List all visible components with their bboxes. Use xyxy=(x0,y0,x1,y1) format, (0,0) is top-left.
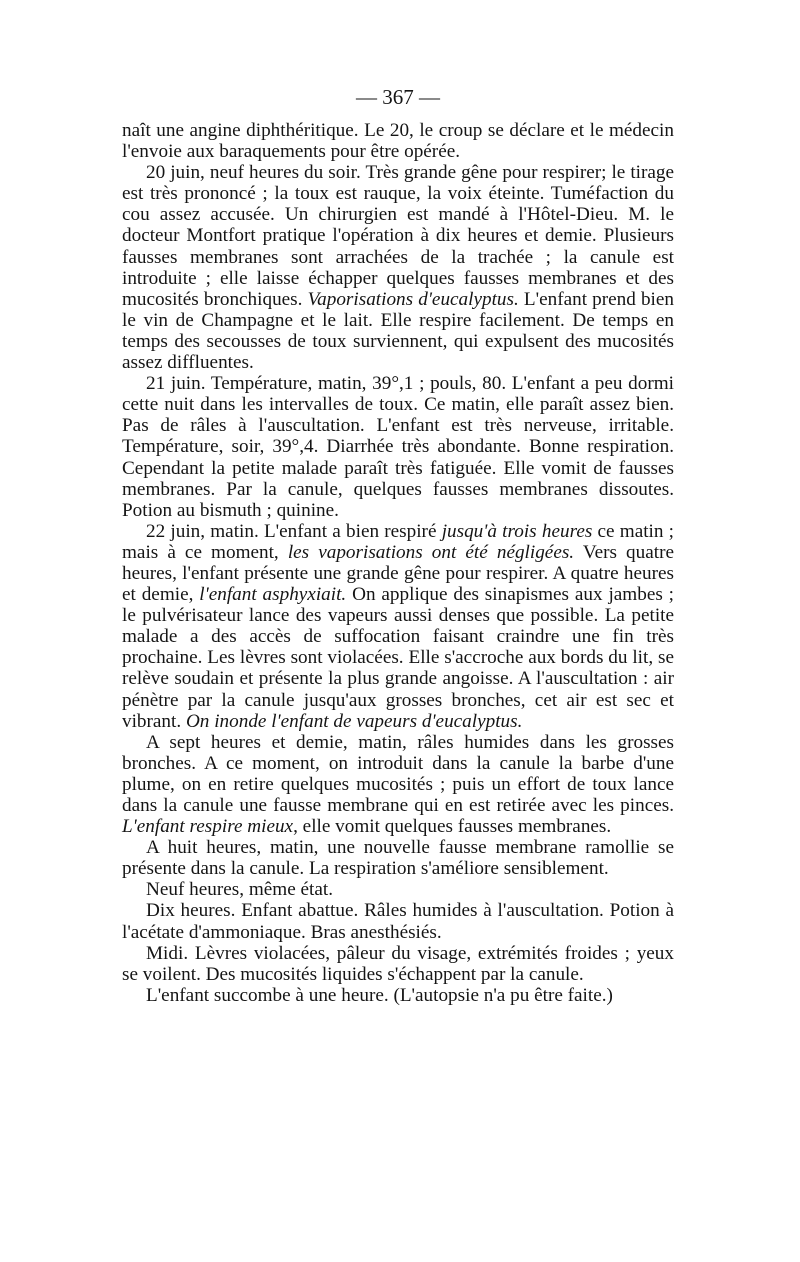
paragraph-5 xyxy=(122,732,674,837)
italic-text: les vaporisations ont été négligées. xyxy=(287,541,575,563)
paragraph-7 xyxy=(122,879,674,900)
paragraph-3 xyxy=(122,373,674,521)
italic-text: l'enfant asphyxiait. xyxy=(199,584,347,606)
text-segment: 21 juin. Température, matin, 39°,1 ; pouls, 80. L'enfant a peu dormi cette nuit dans les intervalles de toux. Ce matin, elle paraît assez bien. Pas de râles à l'auscultation. L'enfant est très nerveuse, irritable. Température, soir, 39°,4. Diarrhée très abondante. Bonne respiration. Cependant la petite malade paraît très fatiguée. Elle vomit de fausses membranes. Par la canule, quelques fausses membranes dissoutes. Potion au bismuth ; quinine. xyxy=(122,373,674,521)
text-segment: 22 juin, matin. L'enfant a bien respiré xyxy=(146,520,442,542)
text-segment: Dix heures. Enfant abattue. Râles humides à l'auscultation. Potion à l'acétate d'ammoniaque. Bras anesthésiés. xyxy=(122,900,674,943)
text-segment: On applique des sinapismes aux jambes ; le pulvérisateur lance des vapeurs aussi denses que possible. La petite malade a des accès de suffocation faisant craindre une fin très prochaine. Les lèvres sont violacées. Elle s'accroche aux bords du lit, se relève soudain et présente la plus grande angoisse. A l'auscultation : air pénètre par la canule jusqu'aux grosses bronches, cet air est sec et vibrant. xyxy=(122,584,674,732)
italic-text: L'enfant respire mieux xyxy=(122,816,294,838)
paragraph-1 xyxy=(122,120,674,162)
text-segment: Neuf heures, même état. xyxy=(146,879,333,901)
italic-text: On inonde l'enfant de vapeurs d'eucalyptus. xyxy=(185,710,523,732)
text-body xyxy=(122,120,674,1006)
paragraph-6 xyxy=(122,837,674,879)
text-segment: naît une angine diphthéritique. Le 20, le croup se déclare et le médecin l'envoie aux baraquements pour être opérée. xyxy=(122,120,674,163)
italic-text: Vaporisations d'eucalyptus. xyxy=(307,288,519,310)
paragraph-4 xyxy=(122,521,674,732)
text-segment: L'enfant prend bien le vin de Champagne et le lait. Elle respire facilement. De temps en temps des secousses de toux surviennent, qui expulsent des mucosités assez diffluentes. xyxy=(122,288,674,374)
paragraph-10 xyxy=(122,985,674,1006)
book-page xyxy=(122,82,674,1006)
text-segment: ce matin ; mais à ce moment, xyxy=(122,520,675,563)
paragraph-9 xyxy=(122,943,674,985)
text-segment: , elle vomit quelques fausses membranes. xyxy=(293,816,612,838)
italic-text: jusqu'à trois heures xyxy=(441,520,593,542)
text-segment: L'enfant succombe à une heure. (L'autopsie n'a pu être faite.) xyxy=(146,984,613,1006)
page-number: — 367 — xyxy=(356,85,440,109)
text-segment: A sept heures et demie, matin, râles humides dans les grosses bronches. A ce moment, on introduit dans la canule la barbe d'une plume, on en retire quelques mucosités ; puis un effort de toux lance dans la canule une fausse membrane qui en est retirée avec les pinces. xyxy=(122,731,674,816)
text-segment: Midi. Lèvres violacées, pâleur du visage, extrémités froides ; yeux se voilent. Des mucosités liquides s'échappent par la canule. xyxy=(122,942,674,985)
paragraph-8 xyxy=(122,900,674,942)
paragraph-2 xyxy=(122,162,674,373)
text-segment: A huit heures, matin, une nouvelle fausse membrane ramollie se présente dans la canule. La respiration s'améliore sensiblement. xyxy=(122,837,674,880)
text-segment: 20 juin, neuf heures du soir. Très grande gêne pour respirer; le tirage est très prononcé ; la toux est rauque, la voix éteinte. Tuméfaction du cou assez accusée. Un chirurgien est mandé à l'Hôtel-Dieu. M. le docteur Montfort pratique l'opération à dix heures et demie. Plusieurs fausses membranes sont arrachées de la trachée ; la canule est introduite ; elle laisse échapper quelques fausses membranes et des mucosités bronchiques. xyxy=(122,162,674,310)
text-segment: Vers quatre heures, l'enfant présente une grande gêne pour respirer. A quatre heures et demie, xyxy=(122,541,674,606)
